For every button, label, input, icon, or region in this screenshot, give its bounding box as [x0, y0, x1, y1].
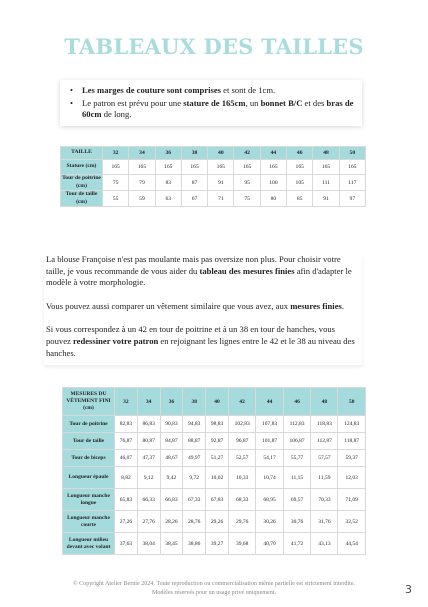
value-cell: 63	[155, 191, 181, 207]
value-cell: 8,82	[115, 467, 138, 489]
table-row	[63, 416, 366, 433]
value-cell: 67	[181, 191, 207, 207]
usage-line: Modèles réservés pour un usage privé uniquement.	[151, 589, 277, 596]
row-label-cell: Longueur manche courte	[63, 511, 115, 533]
value-cell: 165	[287, 160, 313, 175]
value-cell: 118,83	[311, 416, 338, 433]
paragraph-redraw-pattern: Si vous correspondez à un 42 en tour de poitrine et à un 38 en tour de hanches, vous pouvez redessiner votre patron en rejoignant les lignes entre le 42 et le 38 au niveau des hanches.	[46, 324, 355, 358]
value-cell: 67,83	[206, 489, 229, 511]
value-cell: 165	[208, 160, 234, 175]
row-label-cell: Tour de biceps	[63, 450, 115, 467]
header-size-cell: 46	[287, 147, 313, 160]
value-cell: 9,42	[160, 467, 183, 489]
value-cell: 105	[287, 175, 313, 191]
value-cell: 86,83	[137, 416, 160, 433]
header-size-cell: 42	[234, 147, 260, 160]
value-cell: 10,33	[228, 467, 255, 489]
row-label-cell: Tour de taille	[63, 433, 115, 450]
copyright-footer	[40, 580, 388, 597]
header-label-cell: MESURES DU VÊTEMENT FINI (cm)	[63, 388, 115, 416]
value-cell: 39,27	[206, 533, 229, 555]
value-cell: 165	[339, 160, 365, 175]
table-row	[61, 175, 366, 191]
value-cell: 43,13	[311, 533, 338, 555]
header-size-cell: 48	[311, 388, 338, 416]
value-cell: 100	[260, 175, 286, 191]
value-cell: 88,87	[183, 433, 206, 450]
value-cell: 85	[287, 191, 313, 207]
value-cell: 80,87	[137, 433, 160, 450]
value-cell: 96,87	[228, 433, 255, 450]
table-row	[63, 433, 366, 450]
table-row	[63, 533, 366, 555]
value-cell: 38,04	[137, 533, 160, 555]
value-cell: 165	[103, 160, 129, 175]
value-cell: 54,17	[256, 450, 283, 467]
value-cell: 11,15	[283, 467, 310, 489]
instructions-text	[44, 254, 362, 365]
value-cell: 27,26	[115, 511, 138, 533]
value-cell: 75	[234, 191, 260, 207]
value-cell: 46,07	[115, 450, 138, 467]
header-size-cell: 44	[260, 147, 286, 160]
value-cell: 117	[339, 175, 365, 191]
value-cell: 90,83	[160, 416, 183, 433]
value-cell: 68,95	[256, 489, 283, 511]
value-cell: 69,57	[283, 489, 310, 511]
header-size-cell: 40	[206, 388, 229, 416]
value-cell: 107,83	[256, 416, 283, 433]
value-cell: 37,63	[115, 533, 138, 555]
header-size-cell: 40	[208, 147, 234, 160]
value-cell: 47,37	[137, 450, 160, 467]
value-cell: 124,83	[338, 416, 366, 433]
value-cell: 67,33	[183, 489, 206, 511]
value-cell: 101,87	[256, 433, 283, 450]
value-cell: 29,26	[206, 511, 229, 533]
value-cell: 31,76	[311, 511, 338, 533]
value-cell: 102,83	[228, 416, 255, 433]
value-cell: 51,27	[206, 450, 229, 467]
value-cell: 10,02	[206, 467, 229, 489]
finished-garment-table	[62, 387, 366, 555]
row-label-cell: Tour de poitrine	[63, 416, 115, 433]
value-cell: 28,76	[183, 511, 206, 533]
table-row	[61, 160, 366, 175]
table-header-row	[63, 388, 366, 416]
value-cell: 83	[155, 175, 181, 191]
table-row	[63, 489, 366, 511]
value-cell: 59	[129, 191, 155, 207]
value-cell: 32,52	[338, 511, 366, 533]
value-cell: 118,87	[338, 433, 366, 450]
value-cell: 52,57	[228, 450, 255, 467]
notes-box	[60, 80, 362, 126]
value-cell: 49,97	[183, 450, 206, 467]
value-cell: 165	[234, 160, 260, 175]
paragraph-compare-garment: Vous pouvez aussi comparer un vêtement similaire que vous avez, aux mesures finies.	[46, 300, 345, 311]
note-seam-allowance: • Les marges de couture sont comprises et sont de 1cm.	[66, 85, 356, 97]
header-size-cell: 48	[313, 147, 339, 160]
value-cell: 9,72	[183, 467, 206, 489]
page-number: 3	[405, 583, 412, 596]
value-cell: 70,33	[311, 489, 338, 511]
value-cell: 57,57	[311, 450, 338, 467]
value-cell: 9,12	[137, 467, 160, 489]
table-row	[63, 467, 366, 489]
header-size-cell: 44	[256, 388, 283, 416]
value-cell: 10,74	[256, 467, 283, 489]
header-size-cell: 32	[103, 147, 129, 160]
value-cell: 66,83	[160, 489, 183, 511]
page-title: TABLEAUX DES TAILLES	[64, 34, 364, 59]
header-size-cell: 50	[339, 147, 365, 160]
value-cell: 112,87	[311, 433, 338, 450]
row-label-cell: Tour de taille (cm)	[61, 191, 103, 207]
header-label-cell: TAILLE	[61, 147, 103, 160]
table-row	[63, 450, 366, 467]
table-header-row	[61, 147, 366, 160]
value-cell: 112,83	[283, 416, 310, 433]
header-size-cell: 34	[129, 147, 155, 160]
value-cell: 55,77	[283, 450, 310, 467]
value-cell: 111	[313, 175, 339, 191]
value-cell: 165	[181, 160, 207, 175]
header-size-cell: 50	[338, 388, 366, 416]
table-row	[63, 511, 366, 533]
header-size-cell: 46	[283, 388, 310, 416]
value-cell: 84,87	[160, 433, 183, 450]
row-label-cell: Longueur épaule	[63, 467, 115, 489]
value-cell: 55	[103, 191, 129, 207]
header-size-cell: 36	[160, 388, 183, 416]
header-size-cell: 36	[155, 147, 181, 160]
value-cell: 165	[260, 160, 286, 175]
header-size-cell: 38	[181, 147, 207, 160]
header-size-cell: 38	[183, 388, 206, 416]
value-cell: 76,87	[115, 433, 138, 450]
value-cell: 65,83	[115, 489, 138, 511]
row-label-cell: Longueur milieu devant avec volant	[63, 533, 115, 555]
value-cell: 38,86	[183, 533, 206, 555]
copyright-line: © Copyright Atelier Bernie 2024. Toute reproduction ou commercialisation même partielle est strictement interdite.	[72, 581, 356, 587]
value-cell: 48,67	[160, 450, 183, 467]
value-cell: 95	[234, 175, 260, 191]
value-cell: 30,26	[256, 511, 283, 533]
row-label-cell: Tour de poitrine (cm)	[62, 175, 101, 189]
value-cell: 92,87	[206, 433, 229, 450]
value-cell: 66,33	[137, 489, 160, 511]
value-cell: 28,26	[160, 511, 183, 533]
value-cell: 71	[208, 191, 234, 207]
value-cell: 80	[260, 191, 286, 207]
value-cell: 165	[155, 160, 181, 175]
value-cell: 40,70	[256, 533, 283, 555]
value-cell: 41,72	[283, 533, 310, 555]
value-cell: 82,83	[115, 416, 138, 433]
value-cell: 165	[313, 160, 339, 175]
value-cell: 98,83	[206, 416, 229, 433]
value-cell: 71,09	[338, 489, 366, 511]
row-label-cell: Stature (cm)	[61, 160, 103, 175]
value-cell: 79	[129, 175, 155, 191]
header-size-cell: 32	[115, 388, 138, 416]
value-cell: 91	[313, 191, 339, 207]
value-cell: 94,83	[183, 416, 206, 433]
value-cell: 44,54	[338, 533, 366, 555]
value-cell: 39,68	[228, 533, 255, 555]
value-cell: 59,37	[338, 450, 366, 467]
value-cell: 87	[181, 175, 207, 191]
value-cell: 91	[208, 175, 234, 191]
value-cell: 30,76	[283, 511, 310, 533]
note-pattern-base: • Le patron est prévu pour une stature de 165cm, un bonnet B/C et des bras de 60cm de long.	[66, 98, 356, 121]
value-cell: 165	[129, 160, 155, 175]
header-size-cell: 42	[228, 388, 255, 416]
paragraph-choose-size: La blouse Françoise n'est pas moulante mais pas oversize non plus. Pour choisir votre taille, je vous recommande de vous aider du tableau des mesures finies afin d'adapter le modèle à votre morphologie.	[46, 254, 352, 288]
value-cell: 106,87	[283, 433, 310, 450]
row-label-cell: Longueur manche longue	[63, 489, 115, 511]
value-cell: 38,45	[160, 533, 183, 555]
value-cell: 11,59	[311, 467, 338, 489]
value-cell: 12,03	[338, 467, 366, 489]
value-cell: 27,76	[137, 511, 160, 533]
value-cell: 29,76	[228, 511, 255, 533]
table-row	[61, 191, 366, 207]
body-size-table	[60, 146, 366, 207]
value-cell: 97	[339, 191, 365, 207]
value-cell: 68,33	[228, 489, 255, 511]
value-cell: 75	[103, 175, 129, 191]
header-size-cell: 34	[137, 388, 160, 416]
